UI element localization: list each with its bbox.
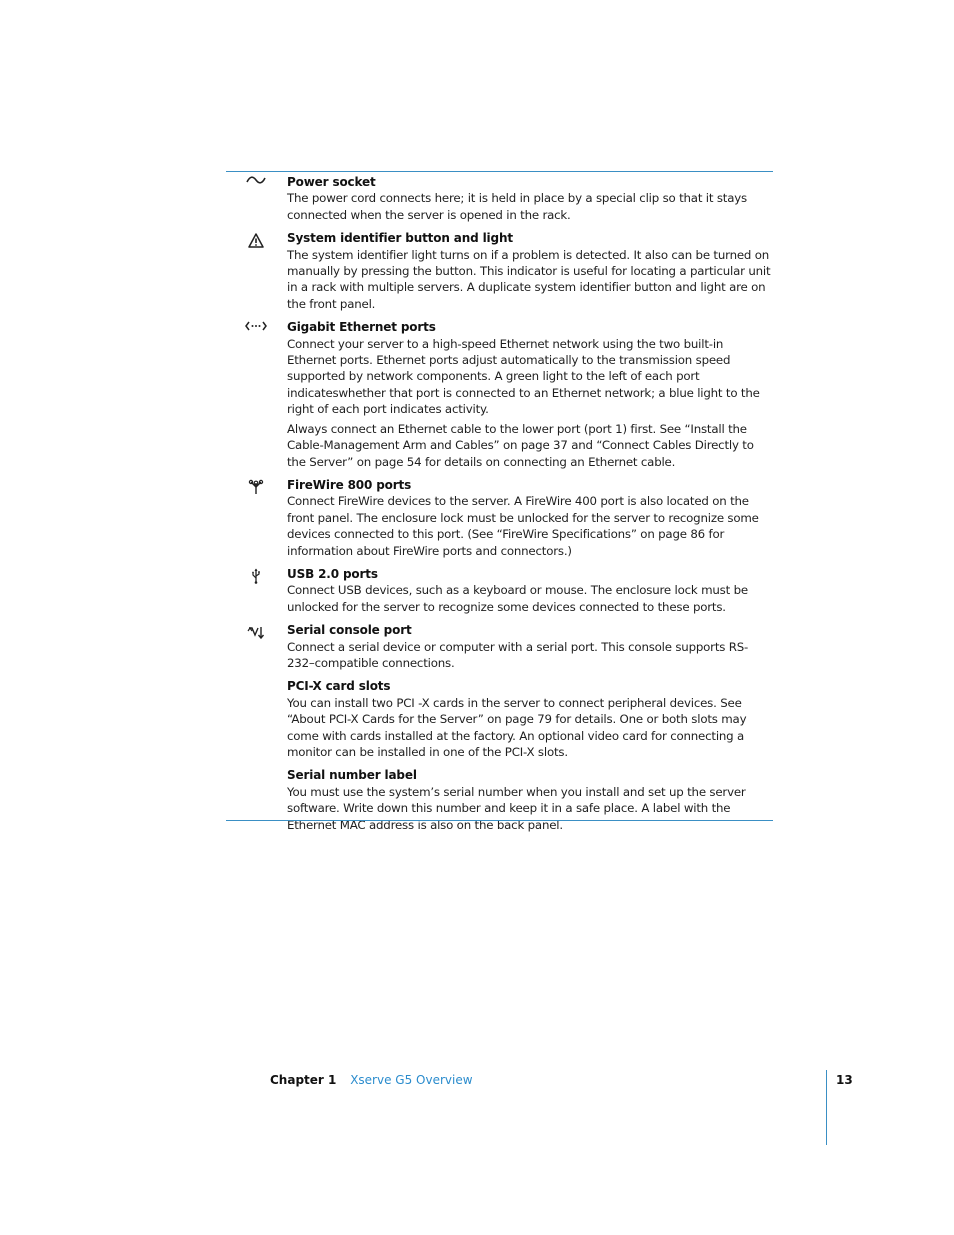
usb-icon bbox=[244, 566, 268, 586]
entry-title: Gigabit Ethernet ports bbox=[287, 320, 436, 335]
entry-text: Always connect an Ethernet cable to the lower port (port 1) first. See “Install the Cable-Management Arm and Cables” on page 37 and “Connect Cables Directly to the Server” on page 54 for details on connecting an Ethernet cable. bbox=[287, 421, 754, 469]
page-number: 13 bbox=[836, 1073, 853, 1087]
entry-title: Serial console port bbox=[287, 623, 412, 638]
entry-text: You must use the system’s serial number when you install and set up the server software. Write down this number and keep it in a safe place. A label with the Ethernet MAC address is also on the back panel. bbox=[287, 784, 746, 832]
entry-gigabit-ethernet bbox=[226, 319, 773, 470]
chapter-label: Chapter 1 bbox=[270, 1073, 337, 1087]
port-description-list bbox=[226, 174, 773, 840]
entry-text: Connect FireWire devices to the server. A FireWire 400 port is also located on the front panel. The enclosure lock must be unlocked for the server to recognize some devices connected to this port. (See “FireWire Specifications” on page 86 for information about FireWire ports and connectors.) bbox=[287, 494, 759, 558]
entry-power-socket bbox=[226, 174, 773, 223]
entry-text: You can install two PCI -X cards in the server to connect peripheral devices. See “About PCI-X Cards for the Server” on page 79 for details. One or both slots may come with cards installed at the factory. An optional video card for connecting a monitor can be installed in one of the PCI-X slots. bbox=[287, 695, 747, 759]
footer-divider bbox=[826, 1070, 827, 1145]
chapter-title-link[interactable]: Xserve G5 Overview bbox=[350, 1073, 473, 1087]
entry-title: FireWire 800 ports bbox=[287, 477, 412, 492]
entry-text: The system identifier light turns on if a problem is detected. It also can be turned on manually by pressing the button. This indicator is useful for locating a particular unit in a rack with multiple servers. A duplicate system identifier button and light are on the front panel. bbox=[287, 247, 771, 311]
entry-text: Connect USB devices, such as a keyboard or mouse. The enclosure lock must be unlocked for the server to recognize some devices connected to these ports. bbox=[287, 583, 748, 614]
entry-usb bbox=[226, 566, 773, 615]
warning-triangle-icon bbox=[244, 230, 268, 250]
entry-text: Connect your server to a high-speed Ethernet network using the two built-in Ethernet ports. Ethernet ports adjust automatically to the transmission speed supported by network components. A green light to the left of each port indicateswhether that port is connected to an Ethernet network; a blue light to the right of each port indicates activity. bbox=[287, 336, 760, 417]
entry-firewire-800 bbox=[226, 477, 773, 559]
ethernet-icon bbox=[244, 319, 268, 339]
footer-chapter bbox=[270, 1072, 473, 1088]
entry-serial-console bbox=[226, 622, 773, 671]
bottom-rule bbox=[226, 820, 773, 821]
firewire-icon bbox=[244, 477, 268, 497]
top-rule bbox=[226, 171, 773, 172]
entry-title: Serial number label bbox=[287, 768, 417, 783]
serial-port-icon bbox=[244, 622, 268, 642]
entry-system-identifier bbox=[226, 230, 773, 312]
power-socket-icon bbox=[244, 174, 268, 194]
entry-title: Power socket bbox=[287, 175, 376, 189]
entry-title: System identifier button and light bbox=[287, 231, 513, 246]
entry-title: PCI-X card slots bbox=[287, 679, 391, 694]
entry-text: The power cord connects here; it is held in place by a special clip so that it stays connected when the server is opened in the rack. bbox=[287, 191, 747, 222]
entry-pcix-card-slots bbox=[226, 678, 773, 760]
entry-text: Connect a serial device or computer with a serial port. This console supports RS-232–compatible connections. bbox=[287, 639, 749, 670]
entry-title: USB 2.0 ports bbox=[287, 566, 378, 581]
entry-serial-number-label bbox=[226, 767, 773, 833]
